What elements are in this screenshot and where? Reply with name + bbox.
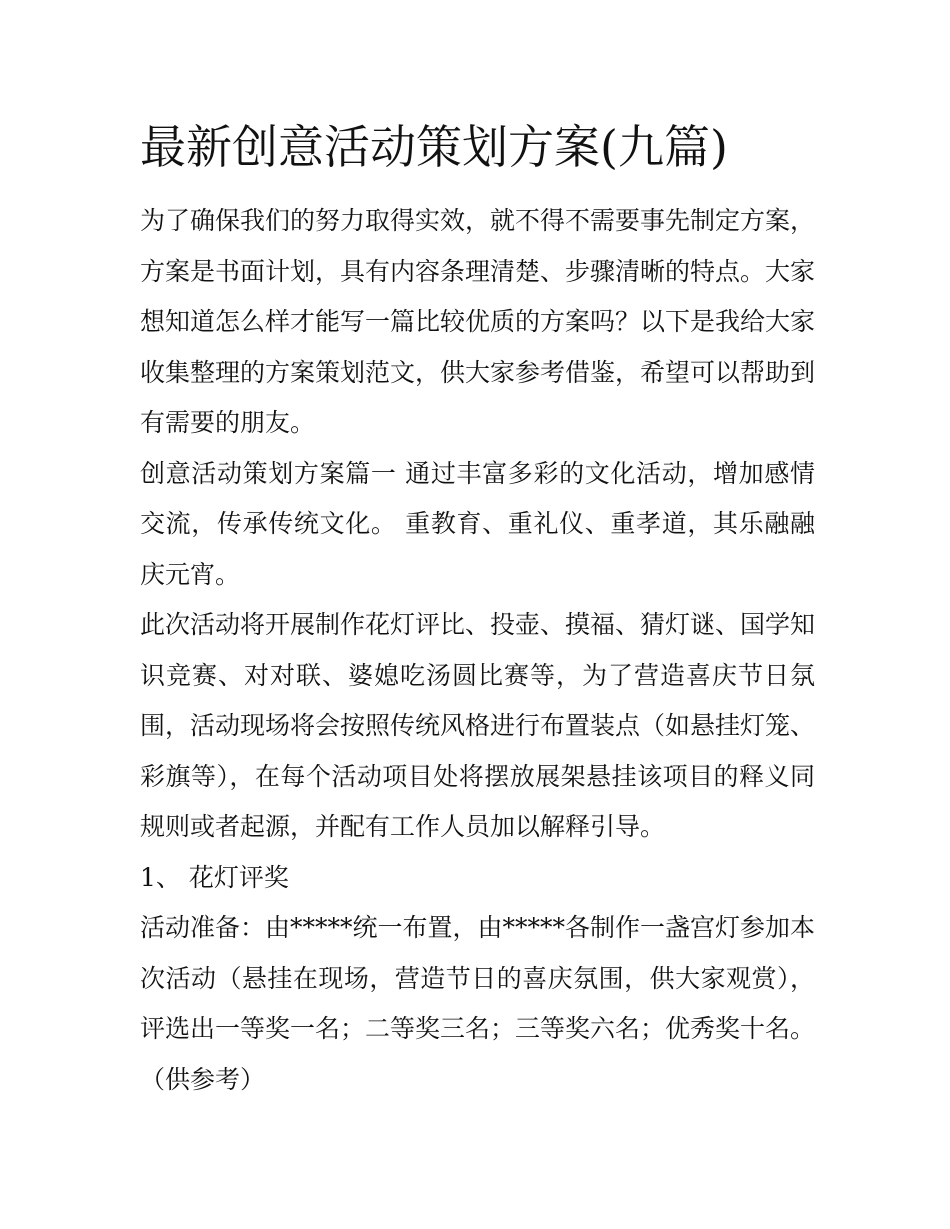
activity-preparation-paragraph: 活动准备：由*****统一布置，由*****各制作一盏宫灯参加本次活动（悬挂在现场，营造节日的喜庆氛围，供大家观赏），评选出一等奖一名；二等奖三名；三等奖六名；优秀奖十名。（供参考） [140,913,816,1094]
intro-paragraph: 为了确保我们的努力取得实效，就不得不需要事先制定方案，方案是书面计划，具有内容条理清楚、步骤清晰的特点。大家想知道怎么样才能写一篇比较优质的方案吗？以下是我给大家收集整理的方案策划范文，供大家参考借鉴，希望可以帮助到有需要的朋友。 [140,206,816,437]
document-body [140,196,815,1105]
section-one-intro-paragraph: 创意活动策划方案篇一 通过丰富多彩的文化活动，增加感情交流，传承传统文化。 重教育、重礼仪、重孝道，其乐融融庆元宵。 [140,458,815,589]
activity-description-paragraph: 此次活动将开展制作花灯评比、投壶、摸福、猜灯谜、国学知识竞赛、对对联、婆媳吃汤圆比赛等，为了营造喜庆节日氛围，活动现场将会按照传统风格进行布置装点（如悬挂灯笼、彩旗等），在每个活动项目处将摆放展架悬挂该项目的释义同规则或者起源，并配有工作人员加以解释引导。 [140,610,816,841]
list-item-lantern-award: 1、 花灯评奖 [140,862,289,892]
document-title: 最新创意活动策划方案(九篇) [140,120,728,174]
